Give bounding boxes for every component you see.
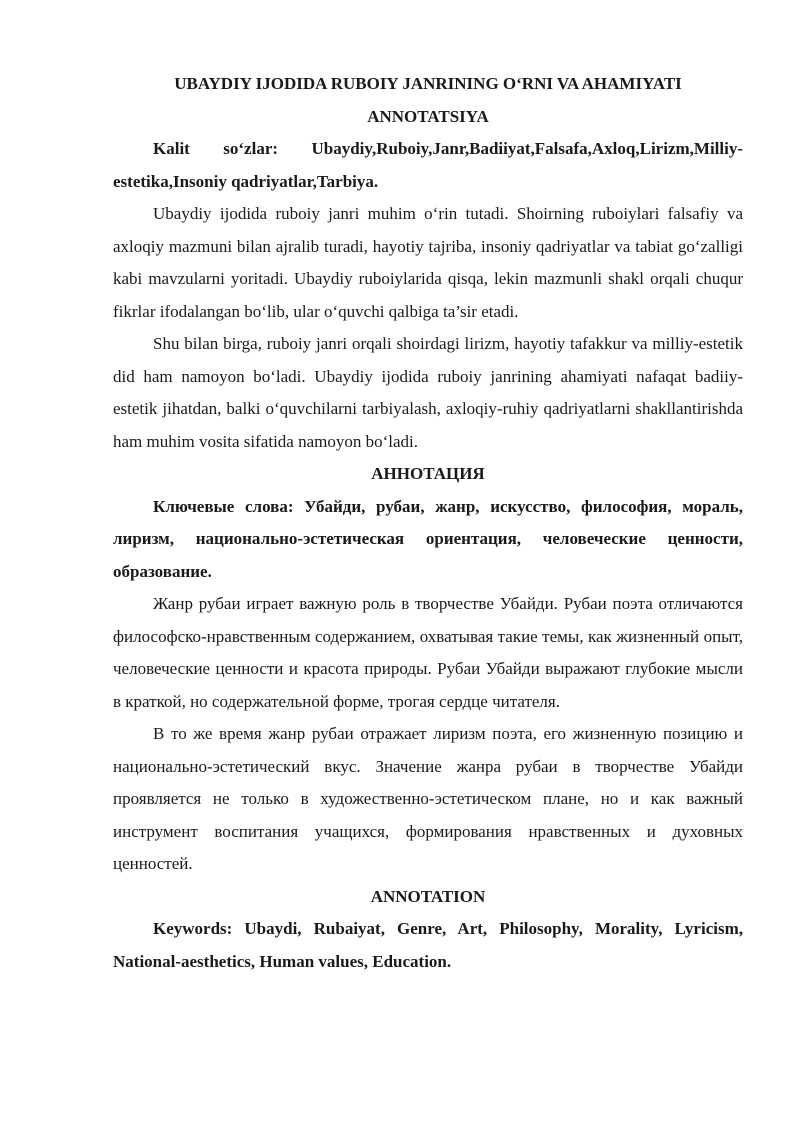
- uz-paragraph-1: Ubaydiy ijodida ruboiy janri muhim o‘rin tutadi. Shoirning ruboiylari falsafiy va axloqiy mazmuni bilan ajralib turadi, hayotiy tajriba, insoniy qadriyatlar va tabiat go‘zalligi kabi mavzularni yoritadi. Ubaydiy ruboiylarida qisqa, lekin mazmunli shakl orqali chuqur fikrlar ifodalangan bo‘lib, ular o‘quvchi qalbiga ta’sir etadi.: [113, 204, 743, 321]
- ru-annotation-heading: АННОТАЦИЯ: [371, 464, 485, 483]
- uz-paragraph-2: Shu bilan birga, ruboiy janri orqali shoirdagi lirizm, hayotiy tafakkur va milliy-estetik did ham namoyon bo‘ladi. Ubaydiy ijodida ruboiy janrining ahamiyati nafaqat badiiy-estetik jihatdan, balki o‘quvchilarni tarbiyalash, axloqiy-ruhiy qadriyatlarni shakllantirishda ham muhim vosita sifatida namoyon bo‘ladi.: [113, 334, 743, 451]
- ru-keywords: Ключевые слова: Убайди, рубаи, жанр, искусство, философия, мораль, лиризм, национально-эстетическая ориентация, человеческие ценности, образование.: [113, 496, 743, 581]
- uz-annotation-heading: ANNOTATSIYA: [367, 106, 489, 126]
- uz-keywords: Kalit so‘zlar: Ubaydiy,Ruboiy,Janr,Badiiyat,Falsafa,Axloq,Lirizm,Milliy-estetika,Insoniy qadriyatlar,Tarbiya.: [113, 139, 743, 191]
- ru-paragraph-1: Жанр рубаи играет важную роль в творчестве Убайди. Рубаи поэта отличаются философско-нравственным содержанием, охватывая такие темы, как жизненный опыт, человеческие ценности и красота природы. Рубаи Убайди выражают глубокие мысли в краткой, но содержательной форме, трогая сердце читателя.: [113, 594, 743, 711]
- en-annotation-heading: ANNOTATION: [370, 886, 486, 906]
- document-page: [113, 68, 743, 978]
- en-keywords: Keywords: Ubaydi, Rubaiyat, Genre, Art, Philosophy, Morality, Lyricism, National-aesthetics, Human values, Education.: [113, 919, 743, 971]
- ru-paragraph-2: В то же время жанр рубаи отражает лиризм поэта, его жизненную позицию и национально-эстетический вкус. Значение жанра рубаи в творчестве Убайди проявляется не только в художественно-эстетическом плане, но и как важный инструмент воспитания учащихся, формирования нравственных и духовных ценностей.: [113, 724, 743, 873]
- document-title: UBAYDIY IJODIDA RUBOIY JANRINING O‘RNI VA AHAMIYATI: [174, 74, 682, 93]
